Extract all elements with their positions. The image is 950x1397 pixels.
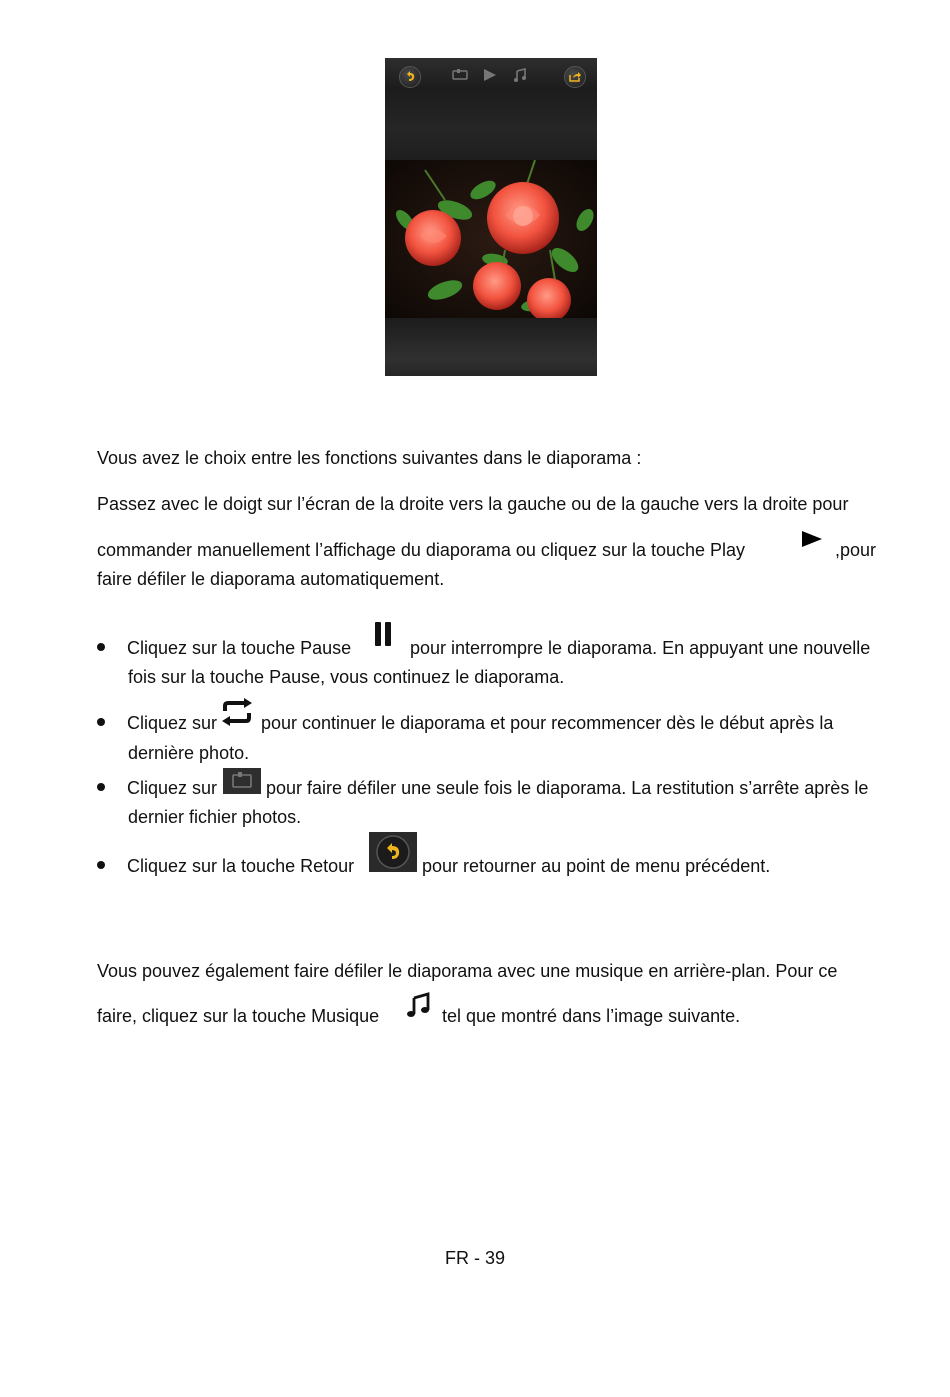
pause-icon bbox=[373, 621, 393, 647]
play-icon bbox=[801, 530, 823, 548]
back-icon bbox=[399, 66, 421, 88]
intro-line-3a: commander manuellement l’affichage du diaporama ou cliquez sur la touche Play bbox=[97, 540, 746, 560]
slideshow-toolbar bbox=[385, 58, 597, 160]
back-button bbox=[369, 832, 417, 872]
bullet-3-text-c: dernier fichier photos. bbox=[128, 807, 302, 827]
bullet-dot bbox=[97, 861, 105, 869]
page-number: FR - 39 bbox=[444, 1248, 505, 1268]
bullet-2-text-c: dernière photo. bbox=[128, 743, 250, 763]
music-icon bbox=[406, 992, 432, 1018]
play-icon bbox=[483, 68, 497, 82]
rose-photo bbox=[385, 160, 597, 318]
intro-line-3b: ,pour bbox=[835, 540, 877, 560]
share-icon bbox=[564, 66, 586, 88]
intro-line-2: Passez avec le doigt sur l’écran de la droite vers la gauche ou de la gauche vers la droite pour bbox=[97, 494, 849, 514]
bullet-2-text-a: Cliquez sur bbox=[127, 713, 218, 733]
intro-line-4: faire défiler le diaporama automatiquement. bbox=[97, 569, 445, 589]
back-icon bbox=[369, 832, 417, 872]
repeat-icon bbox=[219, 697, 255, 727]
bullet-1-text-b: pour interrompre le diaporama. En appuyant une nouvelle bbox=[410, 638, 871, 658]
music-line-2b: tel que montré dans l’image suivante. bbox=[442, 1006, 741, 1026]
bullet-dot bbox=[97, 783, 105, 791]
repeat-once-icon bbox=[452, 69, 468, 81]
music-line-1: Vous pouvez également faire défiler le diaporama avec une musique en arrière-plan. Pour ce bbox=[97, 961, 838, 981]
bullet-dot bbox=[97, 718, 105, 726]
repeat-once-icon bbox=[223, 768, 261, 794]
music-icon bbox=[513, 68, 527, 82]
bullet-4-text-b: pour retourner au point de menu précédent. bbox=[422, 856, 771, 876]
bullet-1-text-a: Cliquez sur la touche Pause bbox=[127, 638, 352, 658]
bullet-4-text-a: Cliquez sur la touche Retour bbox=[127, 856, 355, 876]
bullet-1-text-c: fois sur la touche Pause, vous continuez le diaporama. bbox=[128, 667, 565, 687]
bullet-2-text-b: pour continuer le diaporama et pour recommencer dès le début après la bbox=[261, 713, 834, 733]
repeat-once-button bbox=[223, 768, 261, 794]
bullet-3-text-a: Cliquez sur bbox=[127, 778, 218, 798]
bullet-dot bbox=[97, 643, 105, 651]
music-line-2a: faire, cliquez sur la touche Musique bbox=[97, 1006, 380, 1026]
bullet-3-text-b: pour faire défiler une seule fois le diaporama. La restitution s’arrête après le bbox=[266, 778, 869, 798]
slideshow-screenshot bbox=[385, 58, 597, 376]
slideshow-bottom-bar bbox=[385, 318, 597, 376]
intro-line-1: Vous avez le choix entre les fonctions suivantes dans le diaporama : bbox=[97, 448, 642, 468]
